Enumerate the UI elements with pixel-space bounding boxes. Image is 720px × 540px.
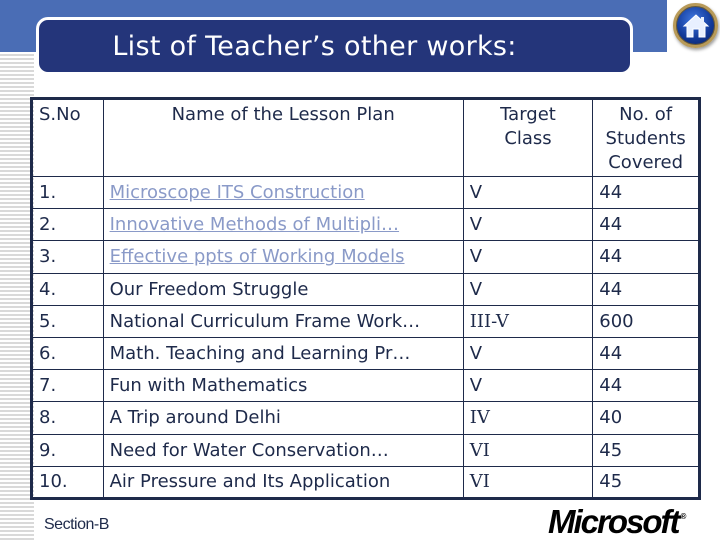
cell-sno: 6. xyxy=(32,337,104,369)
table-header-row xyxy=(32,99,700,177)
cell-students-covered: 45 xyxy=(593,434,700,466)
cell-sno: 9. xyxy=(32,434,104,466)
cell-students-covered: 44 xyxy=(593,209,700,241)
lesson-plan-link[interactable]: Microscope ITS Construction xyxy=(109,182,365,204)
cell-lesson-name: Math. Teaching and Learning Pr… xyxy=(103,337,463,369)
table-row xyxy=(32,209,700,241)
header-lesson-plan: Name of the Lesson Plan xyxy=(103,99,463,177)
table-row xyxy=(32,305,700,337)
table-row xyxy=(32,434,700,466)
cell-lesson-name: Our Freedom Struggle xyxy=(103,273,463,305)
cell-lesson-name: Air Pressure and Its Application xyxy=(103,466,463,498)
header-sno: S.No xyxy=(32,99,104,177)
table-row xyxy=(32,466,700,498)
teacher-works-table xyxy=(30,97,701,500)
cell-students-covered: 600 xyxy=(593,305,700,337)
cell-lesson-name: Need for Water Conservation… xyxy=(103,434,463,466)
microsoft-logo: Microsoft ® xyxy=(548,503,687,540)
cell-sno: 2. xyxy=(32,209,104,241)
cell-target-class: V xyxy=(463,273,593,305)
table-row xyxy=(32,370,700,402)
cell-lesson-name: Fun with Mathematics xyxy=(103,370,463,402)
cell-target-class: V xyxy=(463,337,593,369)
table-row xyxy=(32,402,700,434)
cell-students-covered: 44 xyxy=(593,241,700,273)
header-target-class: Target Class xyxy=(463,99,593,177)
table-row xyxy=(32,241,700,273)
header-students-covered: No. of Students Covered xyxy=(593,99,700,177)
cell-lesson-name xyxy=(103,177,463,209)
cell-sno: 10. xyxy=(32,466,104,498)
cell-lesson-name xyxy=(103,209,463,241)
footer-section-label: Section-B xyxy=(44,516,109,533)
cell-lesson-name: National Curriculum Frame Work… xyxy=(103,305,463,337)
home-button[interactable] xyxy=(673,3,718,48)
cell-students-covered: 45 xyxy=(593,466,700,498)
cell-target-class: VI xyxy=(463,466,593,498)
cell-target-class: VI xyxy=(463,434,593,466)
cell-students-covered: 44 xyxy=(593,177,700,209)
cell-target-class: V xyxy=(463,370,593,402)
cell-students-covered: 44 xyxy=(593,370,700,402)
cell-sno: 5. xyxy=(32,305,104,337)
lesson-plan-link[interactable]: Effective ppts of Working Models xyxy=(109,246,405,268)
cell-target-class: V xyxy=(463,177,593,209)
cell-students-covered: 44 xyxy=(593,273,700,305)
cell-sno: 3. xyxy=(32,241,104,273)
cell-sno: 4. xyxy=(32,273,104,305)
cell-target-class: IV xyxy=(463,402,593,434)
cell-sno: 8. xyxy=(32,402,104,434)
cell-sno: 7. xyxy=(32,370,104,402)
table-row xyxy=(32,273,700,305)
cell-students-covered: 40 xyxy=(593,402,700,434)
cell-target-class: V xyxy=(463,241,593,273)
slide-title: List of Teacher’s other works: xyxy=(112,30,517,62)
cell-lesson-name xyxy=(103,241,463,273)
cell-students-covered: 44 xyxy=(593,337,700,369)
decorative-stripes xyxy=(0,52,34,540)
cell-lesson-name: A Trip around Delhi xyxy=(103,402,463,434)
lesson-plan-link[interactable]: Innovative Methods of Multipli… xyxy=(109,214,400,236)
cell-target-class: III-V xyxy=(463,305,593,337)
title-box xyxy=(36,17,633,75)
home-icon xyxy=(682,13,710,39)
table-row xyxy=(32,337,700,369)
cell-target-class: V xyxy=(463,209,593,241)
cell-sno: 1. xyxy=(32,177,104,209)
table-row xyxy=(32,177,700,209)
